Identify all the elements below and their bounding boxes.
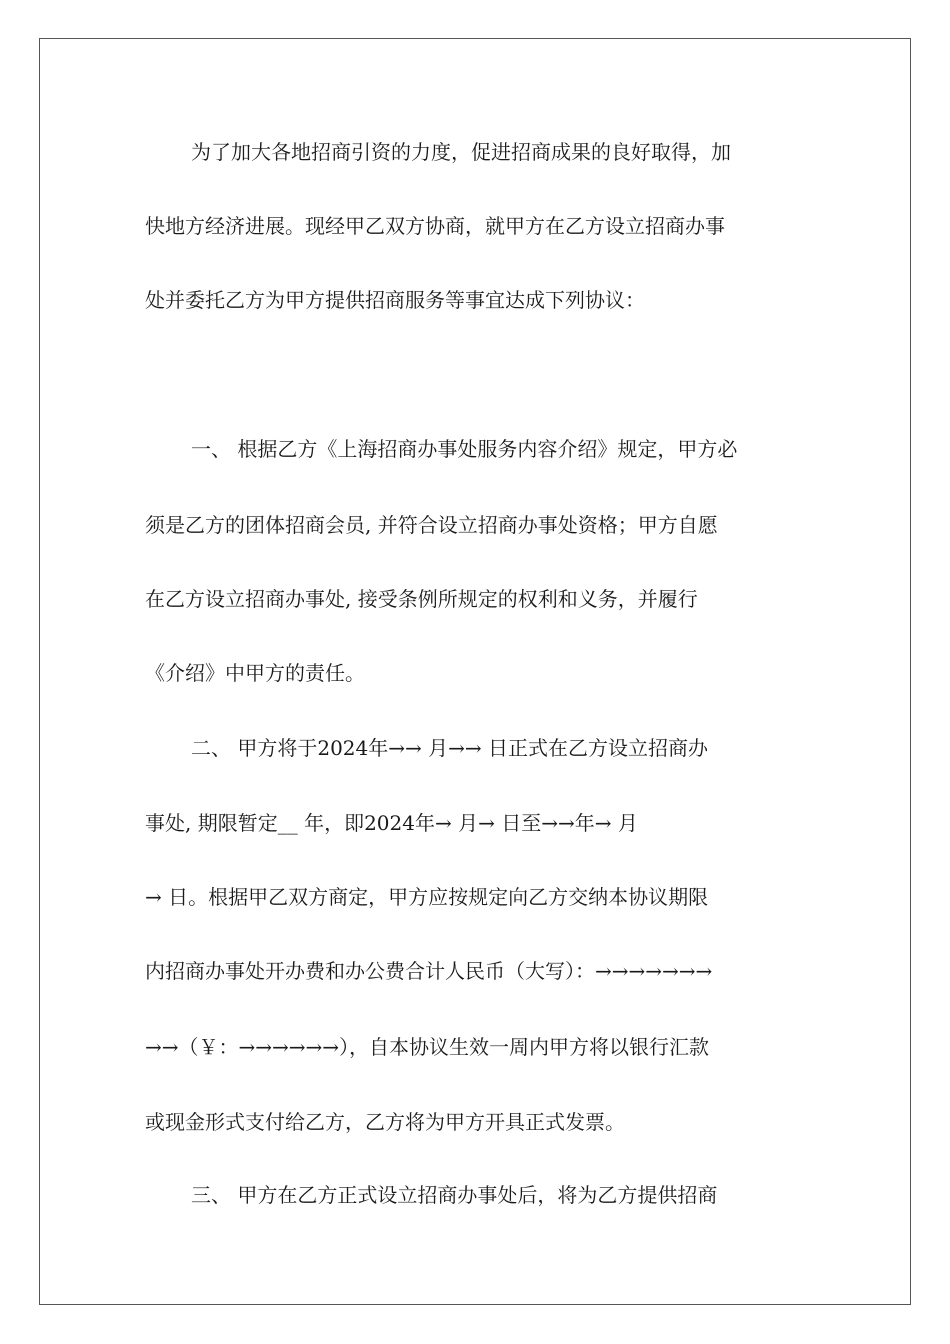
clause-1-line-1: 一、 根据乙方《上海招商办事处服务内容介绍》规定，甲方必 — [191, 437, 738, 461]
clause-2-line-2: 事处, 期限暂定__ 年，即2024年→ 月→ 日至→→年→ 月 — [145, 811, 638, 835]
intro-line-1: 为了加大各地招商引资的力度，促进招商成果的良好取得，加 — [191, 140, 731, 164]
clause-2-line-1: 二、 甲方将于2024年→→ 月→→ 日正式在乙方设立招商办 — [191, 736, 709, 760]
clause-2-line-6: 或现金形式支付给乙方，乙方将为甲方开具正式发票。 — [145, 1110, 625, 1134]
clause-1-line-2: 须是乙方的团体招商会员, 并符合设立招商办事处资格；甲方自愿 — [145, 513, 718, 537]
clause-1-line-4: 《介绍》中甲方的责任。 — [145, 661, 365, 685]
clause-1-line-3: 在乙方设立招商办事处, 接受条例所规定的权利和义务，并履行 — [145, 587, 698, 611]
clause-2-line-3: → 日。根据甲乙双方商定，甲方应按规定向乙方交纳本协议期限 — [145, 885, 709, 909]
clause-2-line-5: →→（￥：→→→→→→），自本协议生效一周内甲方将以银行汇款 — [145, 1035, 710, 1059]
clause-3-line-1: 三、 甲方在乙方正式设立招商办事处后，将为乙方提供招商 — [191, 1183, 718, 1207]
clause-2-line-4: 内招商办事处开办费和办公费合计人民币（大写）：→→→→→→→ — [145, 959, 713, 983]
intro-line-3: 处并委托乙方为甲方提供招商服务等事宜达成下列协议： — [145, 288, 645, 312]
intro-line-2: 快地方经济进展。现经甲乙双方协商，就甲方在乙方设立招商办事 — [145, 214, 725, 238]
